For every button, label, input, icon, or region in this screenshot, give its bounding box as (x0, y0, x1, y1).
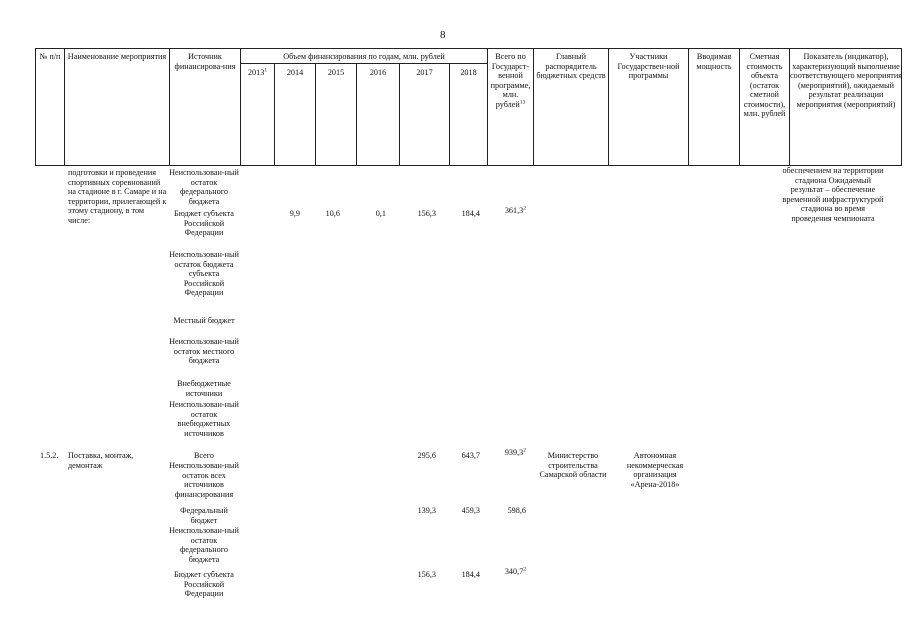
col-divider (64, 49, 65, 165)
all-value-2018: 643,7 (461, 451, 480, 460)
indicator-text: обеспечением на территории стадиона Ожидаемый результат – обеспечение временной инфраструктурой стадиона во время проведения чемпионата (782, 166, 884, 223)
source-all: Всего (193, 451, 215, 460)
header-participants: Участники Государствен-ной программы (617, 52, 680, 81)
header-indicator: Показатель (индикатор), характеризующий выполнение соответствующего мероприятия (мероприятий), ожидаемый результат реализации мероприятия (мероприятий) (790, 52, 903, 109)
header-total: Всего по Государст-венной программе, млн. рублей$^{13}$ (490, 52, 531, 109)
value-2017: 156,3 (417, 209, 436, 218)
header-year-2014: 2014 (286, 68, 304, 77)
measure-name: подготовки и проведения спортивных соревнований на стадионе в г. Самаре и на территории, прилегающей к этому стадиону, в том числе: (68, 168, 167, 225)
measure-name: Поставка, монтаж, демонтаж (68, 451, 134, 470)
value-2018: 184,4 (461, 209, 480, 218)
source-unused-local: Неиспользован-ный остаток местного бюджета (169, 337, 239, 366)
header-year-2015: 2015 (327, 68, 345, 77)
value-2015: 10,6 (325, 209, 340, 218)
value-total: 361,3$^2$ (504, 205, 526, 215)
source-regional-budget: Бюджет субъекта Российской Федерации (174, 570, 234, 599)
budget-manager: Министерство строительства Самарской области (539, 451, 607, 480)
table-header (35, 48, 902, 166)
source-unused-offbudget: Неиспользован-ный остаток внебюджетных источников (169, 400, 239, 438)
header-year-2018: 2018 (460, 68, 477, 77)
source-regional-budget: Бюджет субъекта Российской Федерации (174, 209, 234, 238)
reg-value-2018: 184,4 (461, 570, 480, 579)
all-value-2017: 295,6 (417, 451, 436, 460)
source-local-budget: Местный бюджет (173, 316, 235, 325)
source-offbudget: Внебюджетные источники (177, 379, 231, 398)
header-name: Наименование мероприятия (67, 52, 167, 61)
header-funding-title: Объем финансирования по годам, млн. рублей (283, 52, 445, 61)
value-2016: 0,1 (375, 209, 386, 218)
source-unused-federal: Неиспользован-ный остаток федерального бюджета (169, 526, 239, 564)
col-divider (356, 63, 357, 165)
row-divider (240, 63, 487, 64)
col-divider (449, 63, 450, 165)
header-capacity: Вводимая мощность (696, 52, 732, 71)
header-source: Источник финансирова-ния (174, 52, 236, 71)
header-manager: Главный распорядитель бюджетных средств (536, 52, 606, 81)
col-divider (399, 63, 400, 165)
reg-value-2017: 156,3 (417, 570, 436, 579)
source-unused-regional: Неиспользован-ный остаток бюджета субъекта Российской Федерации (169, 250, 239, 298)
col-divider (315, 63, 316, 165)
header-num: № п/п (39, 52, 61, 61)
program-participant: Автономная некоммерческая организация «Арена-2018» (626, 451, 684, 489)
source-unused-all: Неиспользован-ный остаток всех источников финансирования (169, 461, 239, 499)
header-year-2017: 2017 (416, 68, 433, 77)
reg-value-total: 340,7$^2$ (504, 566, 526, 576)
fed-value-2017: 139,3 (417, 506, 436, 515)
fed-value-total: 598,6 (507, 506, 526, 515)
header-cost: Сметная стоимость объекта (остаток сметной стоимости), млн. рублей (743, 52, 786, 119)
col-divider (240, 49, 241, 165)
col-divider (274, 63, 275, 165)
row-number: 1.5.2. (40, 451, 59, 460)
header-year-2016: 2016 (369, 68, 387, 77)
source-federal-budget: Федеральный бюджет (180, 506, 228, 525)
header-year-2013: 2013$^1$ (247, 67, 268, 77)
source-unused-federal: Неиспользован-ный остаток федерального бюджета (169, 168, 239, 206)
page-number: 8 (440, 29, 446, 41)
all-value-total: 939,3$^2$ (504, 447, 526, 457)
value-2014: 9,9 (289, 209, 300, 218)
fed-value-2018: 459,3 (461, 506, 480, 515)
